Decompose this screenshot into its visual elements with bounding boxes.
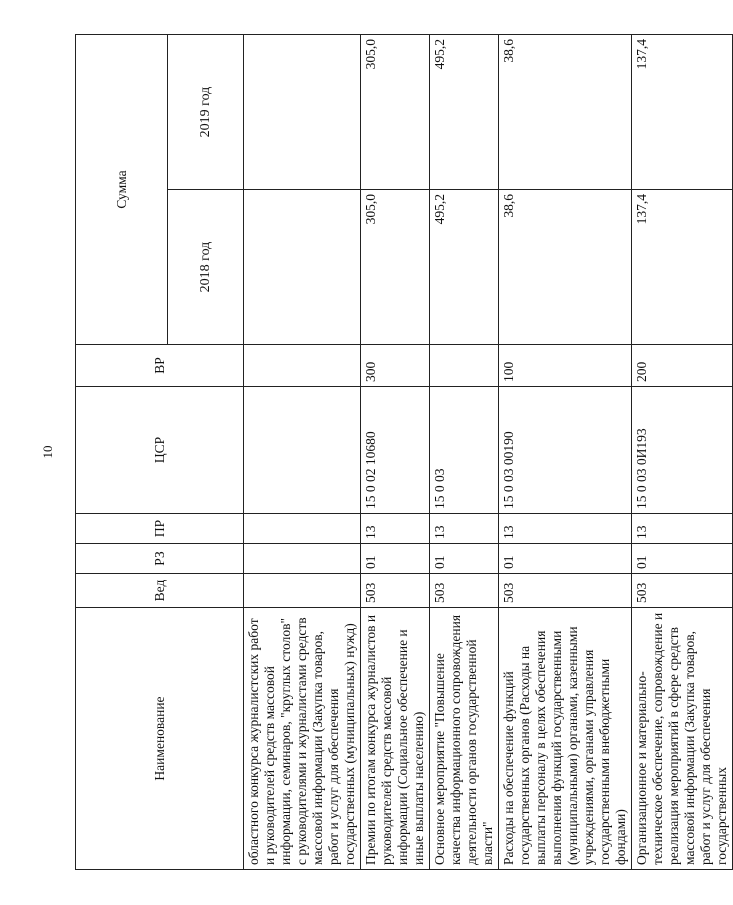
cell-2019: 495,2 — [430, 34, 499, 189]
cell-rz: 01 — [361, 544, 430, 574]
cell-rz — [244, 544, 361, 574]
cell-csr: 15 0 03 0И193 — [632, 387, 733, 514]
cell-2018: 137,4 — [632, 190, 733, 345]
header-pr: ПР — [76, 514, 244, 544]
table-row — [499, 34, 632, 869]
table-row — [430, 34, 499, 869]
header-ved: Вед — [76, 574, 244, 608]
header-name: Наименование — [76, 608, 244, 870]
header-vr: ВР — [76, 345, 244, 387]
cell-pr: 13 — [499, 514, 632, 544]
cell-2018: 495,2 — [430, 190, 499, 345]
cell-pr: 13 — [361, 514, 430, 544]
cell-rz: 01 — [430, 544, 499, 574]
header-sum: Сумма — [76, 34, 168, 344]
header-csr: ЦСР — [76, 387, 244, 514]
cell-2018: 38,6 — [499, 190, 632, 345]
cell-2018: 305,0 — [361, 190, 430, 345]
cell-2019: 38,6 — [499, 34, 632, 189]
cell-csr: 15 0 03 — [430, 387, 499, 514]
cell-name: областного конкурса журналистских работ и руководителей средств массовой информации, семинаров, "круглых столов" с руководителями и журналистами средств массовой информации (Закупка товаров, работ и услуг для обеспечения государственных (муниципальных) нужд) — [244, 608, 361, 870]
cell-pr: 13 — [632, 514, 733, 544]
header-row-1 — [76, 34, 168, 869]
cell-vr — [244, 345, 361, 387]
cell-vr: 300 — [361, 345, 430, 387]
cell-name: Расходы на обеспечение функций государственных органов (Расходы на выплаты персоналу в целях обеспечения выполнения функций государственными (муниципальными) органами, казенными учреждениями, органами управления государственными внебюджетными фондами) — [499, 608, 632, 870]
cell-ved: 503 — [499, 574, 632, 608]
cell-pr — [244, 514, 361, 544]
cell-csr: 15 0 03 00190 — [499, 387, 632, 514]
table-row — [361, 34, 430, 869]
cell-csr — [244, 387, 361, 514]
cell-name: Основное мероприятие "Повышение качества информационного сопровождения деятельности органов государственной власти" — [430, 608, 499, 870]
cell-name: Премии по итогам конкурса журналистов и руководителей средств массовой информации (Социальное обеспечение и иные выплаты населению) — [361, 608, 430, 870]
cell-rz: 01 — [499, 544, 632, 574]
cell-csr: 15 0 02 10680 — [361, 387, 430, 514]
cell-ved: 503 — [430, 574, 499, 608]
cell-2018 — [244, 190, 361, 345]
cell-ved: 503 — [361, 574, 430, 608]
cell-2019 — [244, 34, 361, 189]
header-2019: 2019 год — [168, 34, 244, 189]
cell-pr: 13 — [430, 514, 499, 544]
header-2018: 2018 год — [168, 190, 244, 345]
cell-ved — [244, 574, 361, 608]
cell-name: Организационное и материально-техническое обеспечение, сопровождение и реализация мероприятий в сфере средств массовой информации (Закупка товаров, работ и услуг для обеспечения государственных — [632, 608, 733, 870]
header-rz: РЗ — [76, 544, 244, 574]
cell-2019: 305,0 — [361, 34, 430, 189]
table-row — [632, 34, 733, 869]
page-number: 10 — [40, 445, 55, 459]
table-row — [244, 34, 361, 869]
cell-rz: 01 — [632, 544, 733, 574]
cell-vr: 200 — [632, 345, 733, 387]
cell-vr — [430, 345, 499, 387]
cell-vr: 100 — [499, 345, 632, 387]
rotated-page-content — [75, 35, 729, 870]
budget-table — [75, 34, 733, 870]
cell-2019: 137,4 — [632, 34, 733, 189]
cell-ved: 503 — [632, 574, 733, 608]
